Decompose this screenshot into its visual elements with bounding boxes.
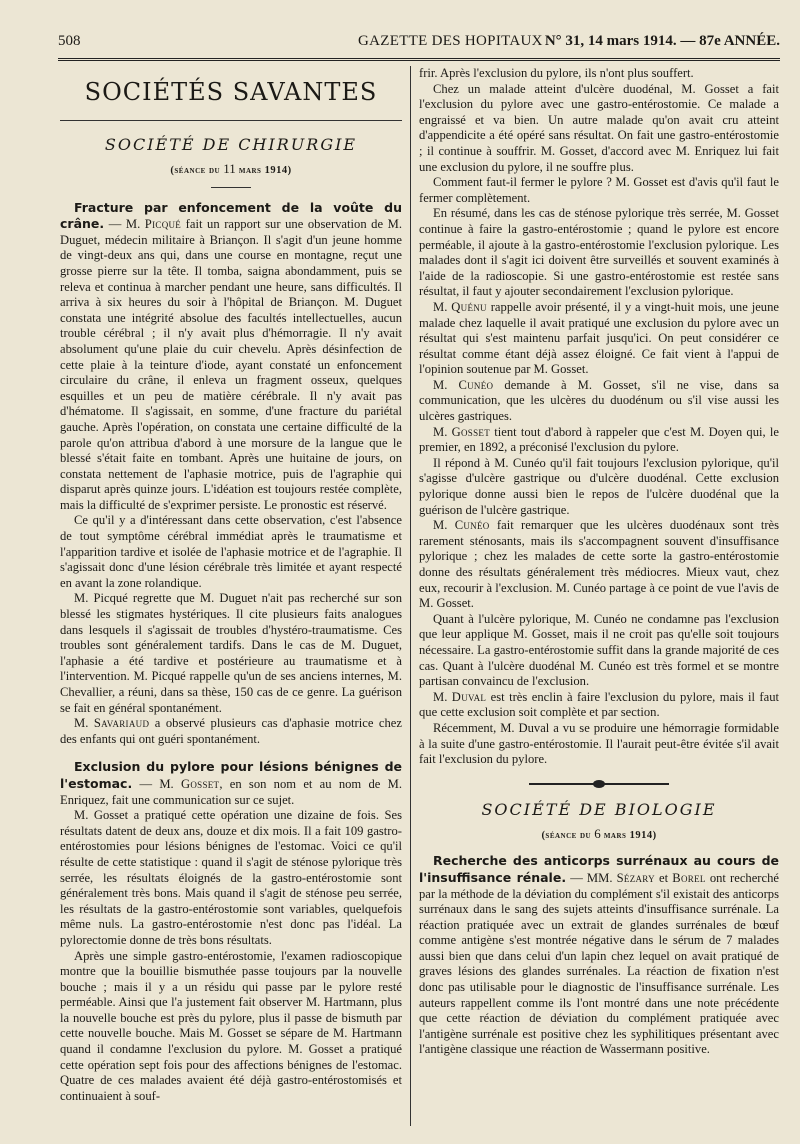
society-title-chirurgie: SOCIÉTÉ DE CHIRURGIE — [104, 135, 358, 154]
author-name: Borel — [672, 870, 706, 885]
paragraph — [419, 612, 779, 690]
column-divider — [410, 66, 411, 1126]
text-run: Il répond à M. Cunéo qu'il fait toujours l'exclusion pylorique, qu'il s'agisse d'ulcère gastrique ou d'ulcère duodénal. Cette exclusion pylorique donne aussi bien le repos de l'ulcère duodénal que la guérison de l'ulcère gastrique. — [419, 455, 779, 517]
paragraph — [419, 721, 779, 768]
paragraph — [60, 200, 402, 514]
ornamental-rule — [529, 780, 669, 788]
text-run: M. — [433, 518, 455, 533]
text-run: Chez un malade atteint d'ulcère duodénal, M. Gosset a fait l'exclusion du pylore avec une gastro-entérostomie. Ce malade a engraissé et va bien. Un autre malade qu'on avait cru atteint d'appendicite a été opéré sans résultat. On fait une gastro-entérostomie ; il continue à souffrir. M. Gosset, d'accord avec M. Enriquez lui fait une exclusion du pylore, il ne souffre plus. — [419, 81, 779, 174]
text-run: et — [654, 870, 673, 885]
text-run: M. — [433, 299, 452, 314]
article — [60, 200, 402, 748]
running-header — [58, 30, 780, 52]
text-run: est très enclin à faire l'exclusion du pylore, mais il faut que cette exclusion soit complète et par section. — [419, 689, 780, 720]
left-column — [60, 66, 402, 1104]
text-run: Quant à l'ulcère pylorique, M. Cunéo ne condamne pas l'exclusion que leur applique M. Gosset, mais il ne croit pas qu'elle soit toujours nécessaire. La gastro-entérostomie suffit dans la grande majorité de ces cas. Quant à l'ulcère duodénal M. Cunéo est très formel et se montre partisan convaincu de l'exclusion. — [419, 611, 779, 689]
section-title: SOCIÉTÉS SAVANTES — [84, 78, 378, 106]
right-column — [419, 66, 779, 1058]
chirurgie-continued — [419, 66, 779, 768]
author-name: Savariaud — [93, 716, 150, 731]
biologie-articles — [419, 853, 779, 1058]
author-name: Quénu — [451, 299, 487, 314]
text-run: — M. — [132, 776, 181, 791]
text-run: Récemment, M. Duval a vu se produire une hémorragie formidable à la suite d'une gastro-entérostomie. Il l'aurait peut-être évitée s'il avait fait l'exclusion du pylore. — [419, 720, 779, 767]
article-title: Fracture par enfoncement de la voûte du crâne. — [60, 199, 402, 232]
session-prefix: (séance du — [170, 165, 224, 176]
article-title: Exclusion du pylore pour lésions bénignes de l'estomac. — [60, 759, 402, 791]
paragraph — [60, 949, 402, 1105]
paragraph — [419, 175, 779, 206]
text-run: frir. Après l'exclusion du pylore, ils n'ont plus souffert. — [419, 66, 694, 80]
paragraph — [60, 716, 402, 747]
session-suffix: mars 1914) — [235, 165, 292, 176]
text-run: — MM. — [566, 870, 617, 885]
issue-info: N° 31, 14 mars 1914. — 87e ANNÉE. — [544, 33, 780, 49]
article-title: Recherche des anticorps surrénaux au cours de l'insuffisance rénale. — [419, 853, 779, 885]
paragraph — [419, 300, 779, 378]
paragraph — [419, 206, 779, 300]
text-run: tient tout d'abord à rappeler que c'est M. Doyen qui, le premier, en 1892, a préconisé l'exclusion du pylore. — [419, 424, 779, 455]
text-run: M. — [74, 716, 94, 731]
page-number: 508 — [58, 33, 81, 49]
paragraph — [60, 591, 402, 716]
society-title-biologie: SOCIÉTÉ DE BIOLOGIE — [481, 799, 717, 819]
author-name: Duval — [451, 689, 487, 704]
paragraph — [419, 425, 779, 456]
session-prefix: (séance du — [541, 829, 595, 841]
paragraph — [419, 456, 779, 518]
text-run: M. — [433, 424, 452, 439]
session-day: 6 — [594, 825, 601, 841]
author-name: Picqué — [144, 217, 182, 232]
text-run: Après une simple gastro-entérostomie, l'examen radioscopique montre que la bouillie bismuthée passe toujours par la nouvelle bouche ; mais il y a un résidu qui passe par le pylore resté perméable. Ainsi que l'a justement fait observer M. Hartmann, plus la nouvelle bouche est près du pylore, plus il passe de bismuth par cette nouvelle bouche. Mais M. Gosset se sépare de M. Hartmann quand il condamne l'exclusion du pylore. M. Gosset a pratiqué cette opération sept fois pour des affections bénignes de l'estomac. Quatre de ces malades avaient été déjà gastro-entérostomisés et continuaient à souf- — [60, 948, 402, 1103]
text-run: ont recherché par la méthode de la déviation du complément s'il existait des anticorps surrénaux dans le sang des sujets atteints d'insuffisance surrénale. La réaction pratiquée avec un extrait de glandes surrénales de bœuf comme antigène s'est montrée négative dans le sérum de 7 malades aussi bien que dans celui d'un lapin chez lequel on avait pratiqué de graves lésions des glandes surrénales. La réaction de fixation n'est donc pas utilisable pour le diagnostic de l'insuffisance surrénale. Les auteurs rappellent comme ils l'ont montré dans une note précédente que cette réaction de déviation du complément pratiquée avec l'antigène surrénale est positive chez les syphilitiques présentant avec l'antigène classique une réaction de Wassermann positive. — [419, 870, 779, 1057]
chirurgie-articles — [60, 200, 402, 1105]
session-day: 11 — [223, 161, 236, 176]
session-suffix: mars 1914) — [600, 829, 657, 841]
text-run: En résumé, dans les cas de sténose pylorique très serrée, M. Gosset continue à faire la gastro-entérostomie ; quand le pylore est encore perméable, il ajoute à la gastro-entérostomie l'exclusion pylorique. Les malades dont il s'agit ici doivent être surveillés et souvent examinés à l'aide de la radioscopie. Si une gastro-entérostomie est restée sans résultat, il faut y ajouter secondairement l'exclusion pylorique. — [419, 206, 779, 299]
session-date-biologie — [419, 826, 779, 844]
paragraph — [419, 853, 779, 1058]
text-run: — M. — [104, 217, 145, 232]
author-name: Gosset — [451, 424, 490, 439]
paragraph — [419, 690, 779, 721]
paragraph — [60, 808, 402, 948]
paragraph — [419, 378, 779, 425]
text-run: demande à M. Gosset, s'il ne vise, dans sa communication, que les ulcères du duodénum ou s'il vise aussi les ulcères gastriques. — [419, 377, 779, 424]
text-run: M. Picqué regrette que M. Duguet n'ait pas recherché sur son blessé les stigmates hystériques. Il cite plusieurs faits analogues dans lesquels il s'agissait de troubles d'hystéro-traumatisme. Ces troubles sont généralement tardifs. Dans le cas de M. Duguet, l'aphasie a été tardive et postérieure au traumatisme et à l'intervention. M. Picqué rappelle qu'un de ses anciens internes, M. Chevallier, a réuni, dans sa thèse, 150 cas de ce genre. La guérison se fait en général spontanément. — [60, 591, 402, 715]
session-date-chirurgie — [60, 161, 402, 179]
author-name: Cunéo — [454, 518, 490, 533]
text-run: Comment faut-il fermer le pylore ? M. Gosset est d'avis qu'il faut le fermer complètement. — [419, 175, 779, 205]
text-run: M. — [433, 689, 452, 704]
paragraph — [60, 759, 402, 808]
text-run: rappelle avoir présenté, il y a vingt-huit mois, une jeune malade chez laquelle il avait pratiqué une exclusion du pylore avec un résultat qui s'est maintenu parfait jusqu'ici. On peut considérer ce résultat comme étant déjà assez éloigné. Ce fait vient à l'appui de l'opinion soutenue par M. Gosset. — [419, 299, 779, 377]
paragraph — [419, 82, 779, 176]
paragraph — [60, 513, 402, 591]
author-name: Sézary — [616, 870, 655, 885]
text-run: M. Gosset a pratiqué cette opération une dizaine de fois. Ses résultats datent de deux ans, douze et dix mois. Il a fait 109 gastro-entérostomies pour lésions bénignes de l'estomac. Voici ce qu'il résulte de cette statistique : quand il s'agit de sténose pylorique très serrée, les résultats éloignés de la gastro-entérostomie sont généralement très bons. Mais quand il s'agit de sténose peu serrée, les résultats de la gastro-entérostomie sont variables, quelquefois même nuls. La gastro-entérostomie n'est donc pas l'idéal. La pylorectomie donne de très bons résultats. — [60, 808, 402, 947]
paragraph — [419, 518, 779, 612]
article — [60, 759, 402, 1104]
text-run: M. — [433, 377, 459, 392]
text-run: fait remarquer que les ulcères duodénaux sont très rarement sténosants, mais ils s'accompagnent souvent d'insuffisance pylorique ; chez les malades de cette sorte la gastro-entérostomie donne des résultats généralement très médiocres. Mieux vaut, chez eux, recourir à l'exclusion. M. Cunéo partage à ce point de vue l'avis de M. Gosset. — [419, 518, 780, 611]
author-name: Gosset — [180, 776, 220, 791]
header-rule — [58, 58, 780, 64]
journal-title: GAZETTE DES HOPITAUX — [358, 33, 543, 49]
short-rule — [211, 187, 251, 188]
author-name: Cunéo — [458, 377, 494, 392]
section-rule — [60, 120, 402, 121]
paragraph — [419, 66, 779, 82]
text-run: , en son nom et au nom de M. Enriquez, fait une communication sur ce sujet. — [60, 776, 402, 807]
text-run: a observé plusieurs cas d'aphasie motrice chez des enfants qui ont guéri spontanément. — [60, 716, 402, 746]
text-run: Ce qu'il y a d'intéressant dans cette observation, c'est l'absence de tout symptôme cérébral immédiat après le traumatisme et l'apparition tardive et isolée de l'aphasie motrice et de l'agraphie. Il s'agissait donc d'une lésion cérébrale très limitée et ayant respecté en avant la zone rolandique. — [60, 513, 402, 590]
text-run: fait un rapport sur une observation de M. Duguet, médecin militaire à Briançon. Il s'agit d'un jeune homme de vingt-deux ans qui, dans une course en montagne, reçut une grosse pierre sur la tête. Il tomba, saigna abondamment, puis se releva et continua à marcher pendant une heure, sans difficultés. Il arriva à six heures du soir à l'hôpital de Briançon. M. Duguet constata une intégrité absolue des facultés intellectuelles, aucun trouble cérébral ; il n'y avait plus d'hémorragie. Il n'y avait absolument qu'une plaie du cuir chevelu. Après désinfection de cette plaie à la teinture d'iode, ayant constaté un enfoncement circulaire du crâne, il enleva un fragment osseux, quelques esquilles et un peu de matière cérébrale. Il n'y avait pas d'hématome. Il s'agissait, en somme, d'une fracture du pariétal gauche. Après l'opération, on constata une certaine difficulté de la parole qu'on attribua d'abord à une morsure de la langue que le blessé s'était faite en tombant. Après une huitaine de jours, on constata nettement de l'aphasie motrice, puis de l'agraphie qui disparut après quinze jours. L'idéation est toujours restée complète, mais la difficulté de s'exprimer persiste. Le pronostic est réservé. — [60, 217, 402, 512]
